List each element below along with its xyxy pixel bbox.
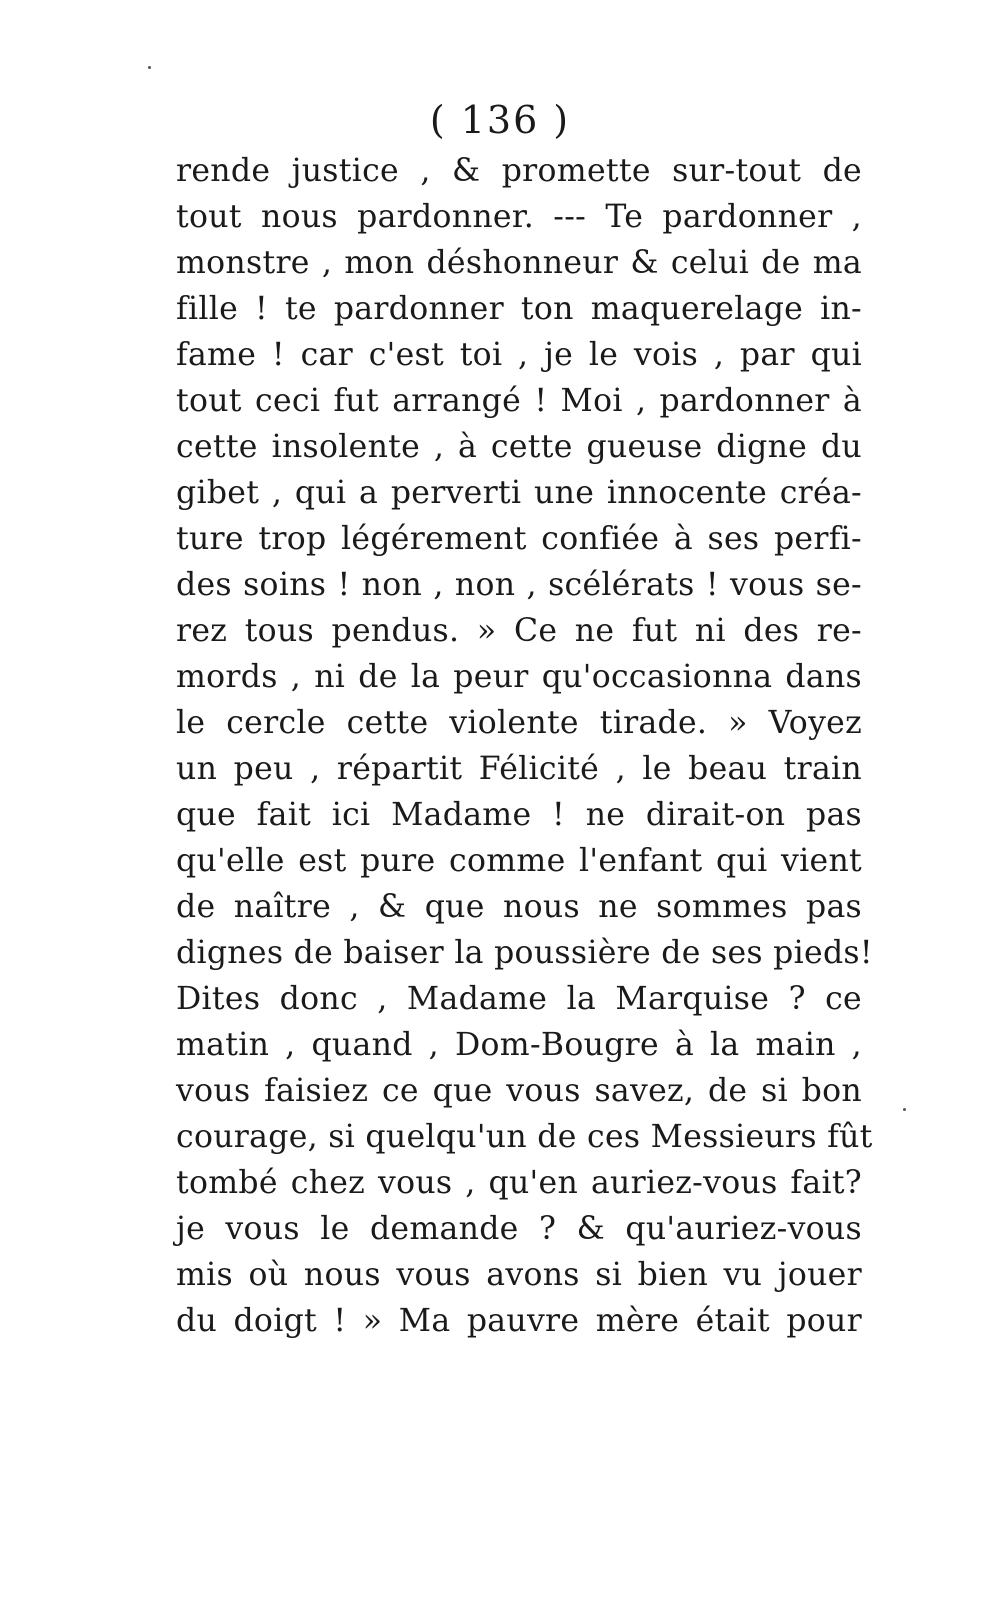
text-line: du doigt ! » Ma pauvre mère était pour	[176, 1303, 862, 1339]
text-line: fille ! te pardonner ton maquerelage in-	[176, 291, 862, 327]
text-line: tout nous pardonner. --- Te pardonner ,	[176, 199, 862, 235]
paper-speck	[903, 1108, 906, 1111]
text-line: rende justice , & promette sur-tout de	[176, 153, 862, 189]
text-line: le cercle cette violente tirade. » Voyez	[176, 705, 862, 741]
text-line: gibet , qui a perverti une innocente créa-	[176, 475, 862, 511]
text-line: Dites donc , Madame la Marquise ? ce	[176, 981, 862, 1017]
text-line: tout ceci fut arrangé ! Moi , pardonner à	[176, 383, 862, 419]
text-line: je vous le demande ? & qu'auriez-vous	[176, 1211, 862, 1247]
text-line: matin , quand , Dom-Bougre à la main ,	[176, 1027, 862, 1063]
text-line: ture trop légérement confiée à ses perfi-	[176, 521, 862, 557]
text-line: de naître , & que nous ne sommes pas	[176, 889, 862, 925]
text-line: que fait ici Madame ! ne dirait-on pas	[176, 797, 862, 833]
text-line: tombé chez vous , qu'en auriez-vous fait?	[176, 1165, 862, 1201]
text-line: mis où nous vous avons si bien vu jouer	[176, 1257, 862, 1293]
page-number-close-paren: )	[553, 98, 571, 142]
body-text	[176, 148, 873, 1344]
text-line: vous faisiez ce que vous savez, de si bon	[176, 1073, 862, 1109]
page-number-open-paren: (	[429, 98, 447, 142]
page-number	[0, 98, 1000, 142]
paper-speck	[148, 66, 151, 69]
text-line: dignes de baiser la poussière de ses pieds!	[176, 935, 873, 971]
text-line: courage, si quelqu'un de ces Messieurs fût	[176, 1119, 873, 1155]
text-line: fame ! car c'est toi , je le vois , par qui	[176, 337, 862, 373]
text-line: rez tous pendus. » Ce ne fut ni des re-	[176, 613, 862, 649]
text-line: des soins ! non , non , scélérats ! vous se-	[176, 567, 862, 603]
text-line: un peu , répartit Félicité , le beau train	[176, 751, 862, 787]
text-line: monstre , mon déshonneur & celui de ma	[176, 245, 862, 281]
text-line: qu'elle est pure comme l'enfant qui vient	[176, 843, 862, 879]
page-number-value: 136	[460, 98, 540, 142]
text-line: cette insolente , à cette gueuse digne du	[176, 429, 862, 465]
text-line: mords , ni de la peur qu'occasionna dans	[176, 659, 862, 695]
